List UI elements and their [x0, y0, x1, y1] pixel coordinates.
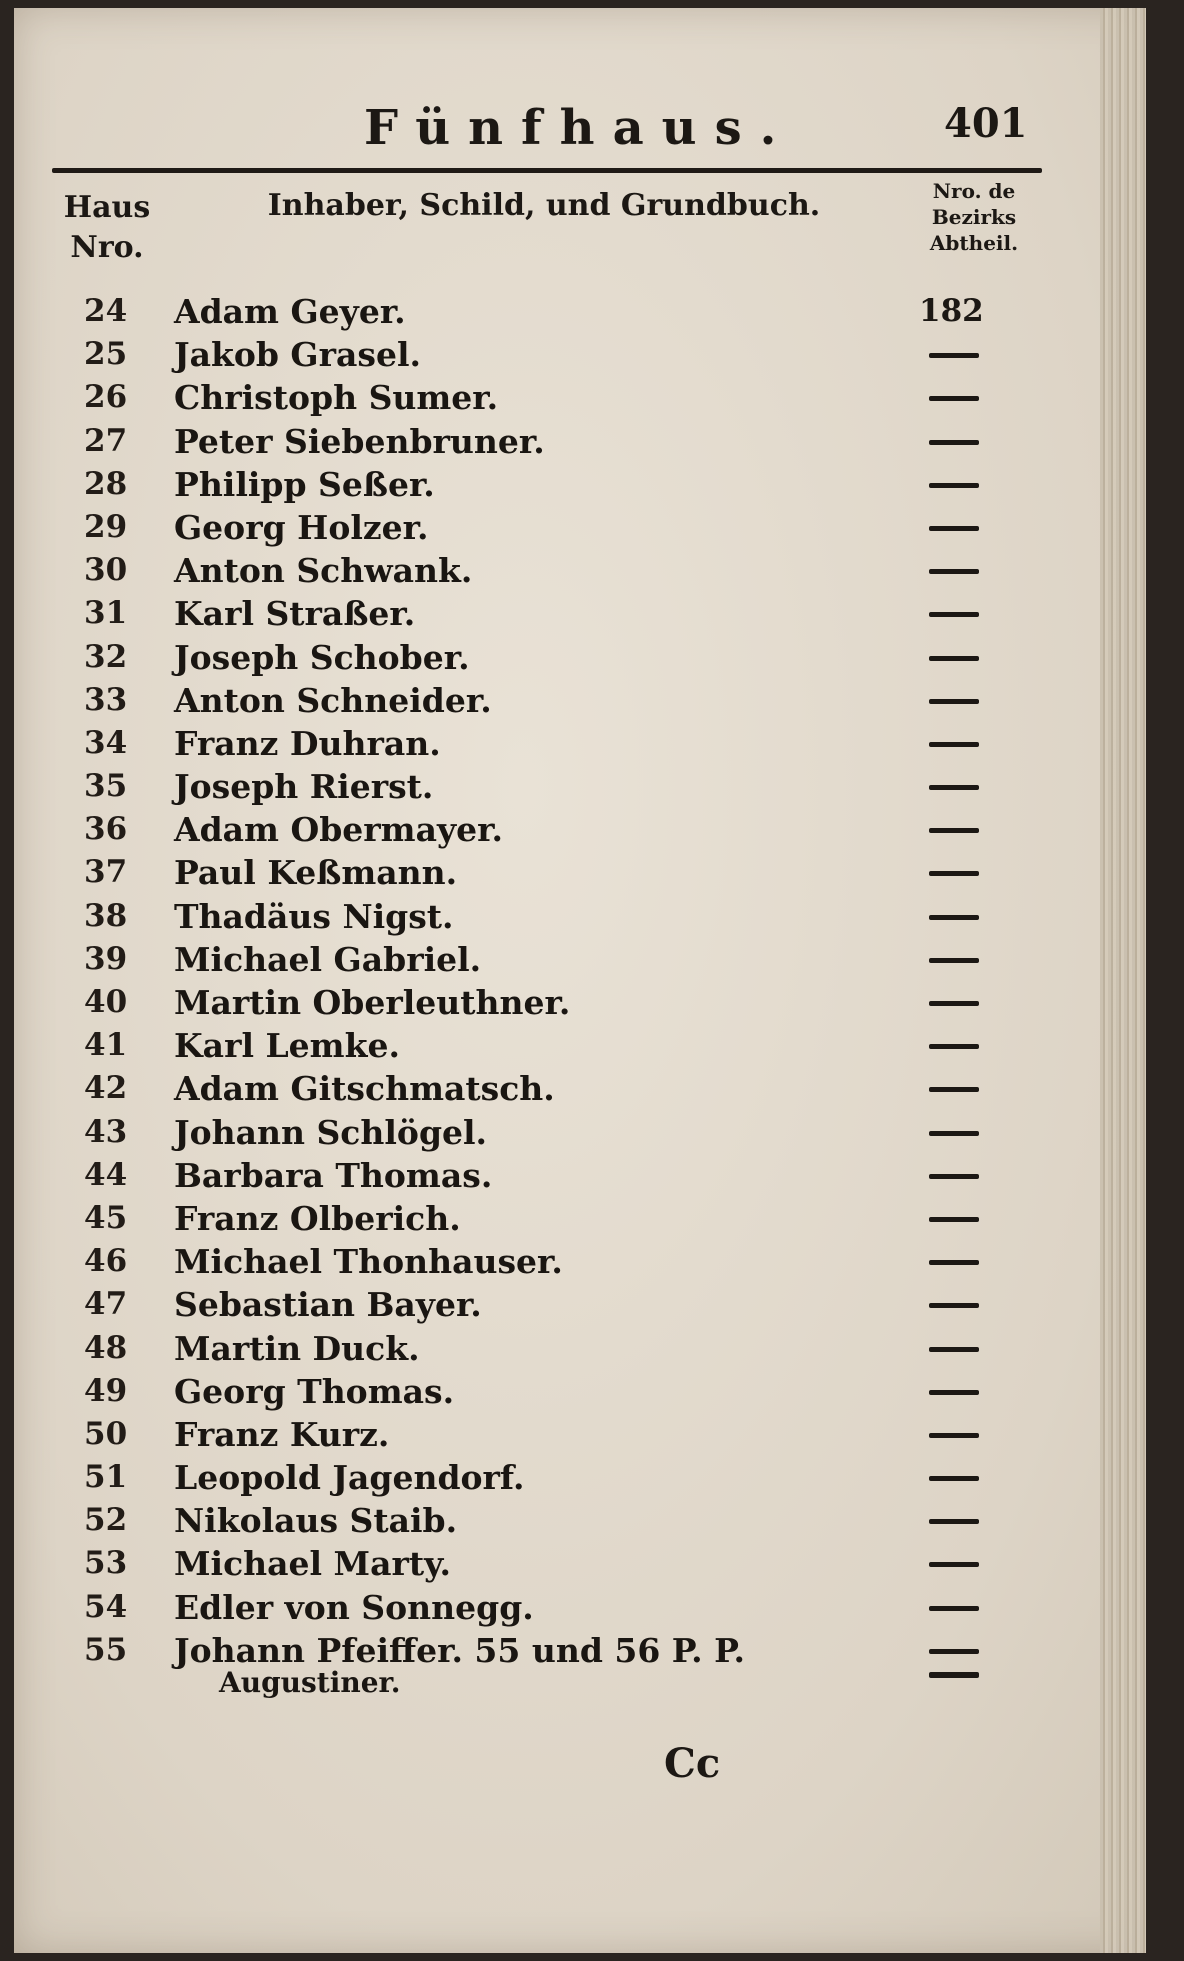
table-row [14, 592, 1146, 635]
owner-name: Barbara Thomas. [174, 1155, 493, 1195]
ditto-dash [929, 1476, 979, 1481]
owner-name: Franz Olberich. [174, 1198, 461, 1238]
ditto-dash [929, 958, 979, 963]
owner-name: Christoph Sumer. [174, 378, 499, 418]
header-rule [52, 168, 1042, 173]
owner-name: Georg Holzer. [174, 507, 429, 547]
ditto-dash [929, 915, 979, 920]
house-number: 36 [84, 811, 128, 848]
owner-name: Karl Straßer. [174, 594, 416, 634]
table-row [14, 1283, 1146, 1326]
house-number: 55 [84, 1631, 128, 1668]
ditto-dash [929, 1672, 979, 1678]
house-number: 31 [84, 595, 128, 632]
ditto-dash [929, 1519, 979, 1524]
owner-name: Karl Lemke. [174, 1026, 400, 1066]
ditto-dash [929, 1303, 979, 1308]
table-row [14, 1542, 1146, 1585]
house-number: 30 [84, 552, 128, 589]
ditto-dash [929, 569, 979, 574]
table-row [14, 506, 1146, 549]
owner-name: Franz Duhran. [174, 723, 441, 763]
continuation-line: Augustiner. [219, 1666, 401, 1699]
ditto-dash [929, 1174, 979, 1179]
ditto-dash [929, 483, 979, 488]
house-number: 42 [84, 1070, 128, 1107]
house-number: 47 [84, 1286, 128, 1323]
table-row [14, 549, 1146, 592]
table-row [14, 463, 1146, 506]
house-number: 54 [84, 1588, 128, 1625]
house-number: 46 [84, 1243, 128, 1280]
ditto-dash [929, 1087, 979, 1092]
signature-mark: Cc [664, 1740, 721, 1787]
owner-name: Michael Gabriel. [174, 939, 482, 979]
ditto-dash [929, 1131, 979, 1136]
owner-name: Franz Kurz. [174, 1414, 390, 1454]
table-row [14, 1586, 1146, 1629]
house-number: 50 [84, 1415, 128, 1452]
table-row [14, 1240, 1146, 1283]
house-number: 26 [84, 379, 128, 416]
table-row [14, 981, 1146, 1024]
owner-name: Anton Schneider. [174, 680, 492, 720]
table-row [14, 376, 1146, 419]
owner-name: Paul Keßmann. [174, 853, 458, 893]
house-number: 35 [84, 768, 128, 805]
house-number: 28 [84, 465, 128, 502]
house-number: 24 [84, 293, 128, 329]
ditto-dash [929, 1649, 979, 1654]
owner-name: Michael Marty. [174, 1544, 451, 1584]
table-row [14, 765, 1146, 808]
district-number: 182 [919, 293, 984, 329]
house-number: 29 [84, 508, 128, 545]
ditto-dash [929, 1217, 979, 1222]
table-row [14, 1370, 1146, 1413]
owner-name: Philipp Seßer. [174, 464, 435, 504]
owner-name: Joseph Rierst. [174, 767, 434, 807]
house-number: 25 [84, 336, 128, 373]
owner-name: Anton Schwank. [174, 551, 473, 591]
house-number: 33 [84, 681, 128, 718]
table-row [14, 895, 1146, 938]
owner-name: Georg Thomas. [174, 1371, 455, 1411]
house-number: 38 [84, 897, 128, 934]
table-row [14, 290, 1146, 333]
ditto-dash [929, 353, 979, 358]
ditto-dash [929, 1347, 979, 1352]
ditto-dash [929, 396, 979, 401]
house-number: 43 [84, 1113, 128, 1150]
ditto-dash [929, 1606, 979, 1611]
column-header-inhaber: Inhaber, Schild, und Grundbuch. [267, 188, 821, 223]
ditto-dash [929, 612, 979, 617]
house-number: 51 [84, 1459, 128, 1496]
ditto-dash [929, 828, 979, 833]
ditto-dash [929, 1433, 979, 1438]
ditto-dash [929, 699, 979, 704]
table-row [14, 679, 1146, 722]
table-row [14, 1067, 1146, 1110]
owner-name: Adam Gitschmatsch. [174, 1069, 555, 1109]
table-row [14, 333, 1146, 376]
house-number: 27 [84, 422, 128, 459]
table-row [14, 1111, 1146, 1154]
owner-name: Johann Schlögel. [174, 1112, 488, 1152]
house-number: 53 [84, 1545, 128, 1582]
owner-name: Michael Thonhauser. [174, 1242, 563, 1282]
owner-name: Sebastian Bayer. [174, 1285, 482, 1325]
book-page [14, 8, 1146, 1953]
table-row [14, 1413, 1146, 1456]
ditto-dash [929, 1001, 979, 1006]
owner-name: Martin Duck. [174, 1328, 420, 1368]
owner-name: Adam Obermayer. [174, 810, 503, 850]
owner-name: Thadäus Nigst. [174, 896, 454, 936]
house-number: 34 [84, 724, 128, 761]
house-number: 32 [84, 638, 128, 675]
house-number: 39 [84, 940, 128, 977]
entry-list [14, 290, 1146, 1672]
ditto-dash [929, 1562, 979, 1567]
table-row [14, 1327, 1146, 1370]
table-row [14, 938, 1146, 981]
owner-name: Leopold Jagendorf. [174, 1458, 525, 1498]
ditto-dash [929, 742, 979, 747]
table-row [14, 1197, 1146, 1240]
page-title: Fünfhaus. [364, 100, 795, 156]
house-number: 45 [84, 1199, 128, 1236]
table-row [14, 1629, 1146, 1672]
table-row [14, 808, 1146, 851]
owner-name: Edler von Sonnegg. [174, 1587, 534, 1627]
ditto-dash [929, 656, 979, 661]
table-row [14, 1499, 1146, 1542]
table-row [14, 1024, 1146, 1067]
owner-name: Martin Oberleuthner. [174, 983, 571, 1022]
ditto-dash [929, 871, 979, 876]
house-number: 52 [84, 1502, 128, 1539]
table-row [14, 1456, 1146, 1499]
table-row [14, 420, 1146, 463]
page-number: 401 [944, 100, 1028, 147]
house-number: 37 [84, 854, 128, 891]
table-row [14, 851, 1146, 894]
column-header-haus: Haus Nro. [63, 190, 151, 265]
owner-name: Joseph Schober. [174, 637, 470, 677]
ditto-dash [929, 526, 979, 531]
owner-name: Jakob Grasel. [174, 335, 421, 375]
table-row [14, 722, 1146, 765]
ditto-dash [929, 1390, 979, 1395]
house-number: 41 [84, 1027, 128, 1064]
owner-name: Johann Pfeiffer. 55 und 56 P. P. [174, 1630, 745, 1670]
owner-name: Adam Geyer. [174, 292, 406, 331]
house-number: 48 [84, 1329, 128, 1366]
ditto-dash [929, 440, 979, 445]
house-number: 49 [84, 1372, 128, 1409]
owner-name: Nikolaus Staib. [174, 1501, 458, 1541]
column-header-bezirk: Nro. de Bezirks Abtheil. [929, 179, 1019, 255]
table-row [14, 636, 1146, 679]
owner-name: Peter Siebenbruner. [174, 421, 545, 461]
ditto-dash [929, 1044, 979, 1049]
ditto-dash [929, 785, 979, 790]
house-number: 40 [84, 984, 128, 1020]
table-row [14, 1154, 1146, 1197]
house-number: 44 [84, 1156, 128, 1193]
ditto-dash [929, 1260, 979, 1265]
